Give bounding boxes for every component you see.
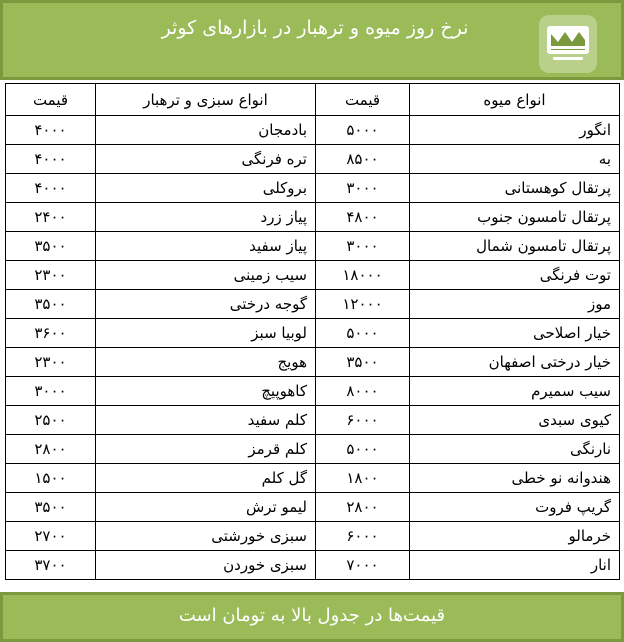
fruit-name-cell: گریپ فروت	[410, 493, 620, 522]
veg-price-cell: ۲۷۰۰	[6, 522, 96, 551]
fruit-name-cell: نارنگی	[410, 435, 620, 464]
table-row	[6, 493, 620, 522]
fruit-name-cell: توت فرنگی	[410, 261, 620, 290]
footer-banner	[0, 592, 624, 642]
logo-mark-icon	[545, 24, 591, 64]
currency-note: قیمت‌ها در جدول بالا به تومان است	[178, 605, 446, 626]
fruit-price-cell: ۱۸۰۰۰	[316, 261, 410, 290]
table-header-row	[6, 84, 620, 116]
table-row	[6, 232, 620, 261]
fruit-price-cell: ۳۰۰۰	[316, 232, 410, 261]
table-row	[6, 435, 620, 464]
fruit-price-cell: ۱۲۰۰۰	[316, 290, 410, 319]
veg-name-cell: بروکلی	[96, 174, 316, 203]
table-row	[6, 145, 620, 174]
fruit-name-cell: انگور	[410, 116, 620, 145]
fruit-price-cell: ۵۰۰۰	[316, 435, 410, 464]
fruit-name-cell: کیوی سبدی	[410, 406, 620, 435]
veg-price-cell: ۲۳۰۰	[6, 261, 96, 290]
veg-price-cell: ۴۰۰۰	[6, 116, 96, 145]
veg-name-cell: پیاز سفید	[96, 232, 316, 261]
header-fruit-price: قیمت	[316, 84, 410, 116]
veg-name-cell: لیمو ترش	[96, 493, 316, 522]
header-banner	[0, 0, 624, 80]
veg-name-cell: گل کلم	[96, 464, 316, 493]
header-veg-type: انواع سبزی و ترهبار	[96, 84, 316, 116]
veg-name-cell: کلم قرمز	[96, 435, 316, 464]
table-row	[6, 348, 620, 377]
fruit-price-cell: ۸۵۰۰	[316, 145, 410, 174]
fruit-name-cell: انار	[410, 551, 620, 580]
fruit-name-cell: به	[410, 145, 620, 174]
header-veg-price: قیمت	[6, 84, 96, 116]
veg-price-cell: ۲۸۰۰	[6, 435, 96, 464]
fruit-price-cell: ۶۰۰۰	[316, 406, 410, 435]
fruit-price-cell: ۵۰۰۰	[316, 116, 410, 145]
veg-name-cell: سبزی خورشتی	[96, 522, 316, 551]
fruit-price-cell: ۷۰۰۰	[316, 551, 410, 580]
veg-price-cell: ۴۰۰۰	[6, 174, 96, 203]
fruit-price-cell: ۲۸۰۰	[316, 493, 410, 522]
table-row	[6, 174, 620, 203]
veg-price-cell: ۲۵۰۰	[6, 406, 96, 435]
table-row	[6, 551, 620, 580]
veg-price-cell: ۴۰۰۰	[6, 145, 96, 174]
veg-name-cell: سبزی خوردن	[96, 551, 316, 580]
fruit-price-cell: ۴۸۰۰	[316, 203, 410, 232]
veg-name-cell: کلم سفید	[96, 406, 316, 435]
fruit-name-cell: خیار اصلاحی	[410, 319, 620, 348]
fruit-name-cell: موز	[410, 290, 620, 319]
table-row	[6, 377, 620, 406]
fruit-name-cell: پرتقال تامسون جنوب	[410, 203, 620, 232]
price-table-container	[5, 83, 619, 580]
table-row	[6, 290, 620, 319]
table-row	[6, 116, 620, 145]
fruit-name-cell: خیار درختی اصفهان	[410, 348, 620, 377]
veg-name-cell: پیاز زرد	[96, 203, 316, 232]
fruit-price-cell: ۳۰۰۰	[316, 174, 410, 203]
fruit-name-cell: هندوانه نو خطی	[410, 464, 620, 493]
veg-price-cell: ۳۷۰۰	[6, 551, 96, 580]
veg-name-cell: هویج	[96, 348, 316, 377]
fruit-price-cell: ۸۰۰۰	[316, 377, 410, 406]
page-title: نرخ روز میوه و ترهبار در بازارهای کوثر	[161, 17, 469, 39]
table-row	[6, 203, 620, 232]
veg-price-cell: ۳۶۰۰	[6, 319, 96, 348]
veg-price-cell: ۲۴۰۰	[6, 203, 96, 232]
fruit-price-cell: ۵۰۰۰	[316, 319, 410, 348]
fruit-name-cell: خرمالو	[410, 522, 620, 551]
veg-name-cell: گوجه درختی	[96, 290, 316, 319]
veg-price-cell: ۲۳۰۰	[6, 348, 96, 377]
fruit-price-cell: ۶۰۰۰	[316, 522, 410, 551]
veg-price-cell: ۳۵۰۰	[6, 232, 96, 261]
price-table	[5, 83, 620, 580]
table-row	[6, 464, 620, 493]
table-row	[6, 261, 620, 290]
veg-price-cell: ۳۵۰۰	[6, 290, 96, 319]
veg-price-cell: ۳۰۰۰	[6, 377, 96, 406]
table-body	[6, 116, 620, 580]
veg-name-cell: تره فرنگی	[96, 145, 316, 174]
veg-name-cell: کاهوپیچ	[96, 377, 316, 406]
veg-name-cell: سیب زمینی	[96, 261, 316, 290]
header-fruit-type: انواع میوه	[410, 84, 620, 116]
fruit-name-cell: پرتقال کوهستانی	[410, 174, 620, 203]
fruit-name-cell: پرتقال تامسون شمال	[410, 232, 620, 261]
fruit-price-cell: ۱۸۰۰	[316, 464, 410, 493]
veg-name-cell: بادمجان	[96, 116, 316, 145]
veg-price-cell: ۳۵۰۰	[6, 493, 96, 522]
fruit-price-cell: ۳۵۰۰	[316, 348, 410, 377]
fruit-name-cell: سیب سمیرم	[410, 377, 620, 406]
kowsar-logo-icon	[539, 15, 597, 73]
veg-name-cell: لوبیا سبز	[96, 319, 316, 348]
table-row	[6, 406, 620, 435]
table-row	[6, 319, 620, 348]
veg-price-cell: ۱۵۰۰	[6, 464, 96, 493]
table-row	[6, 522, 620, 551]
